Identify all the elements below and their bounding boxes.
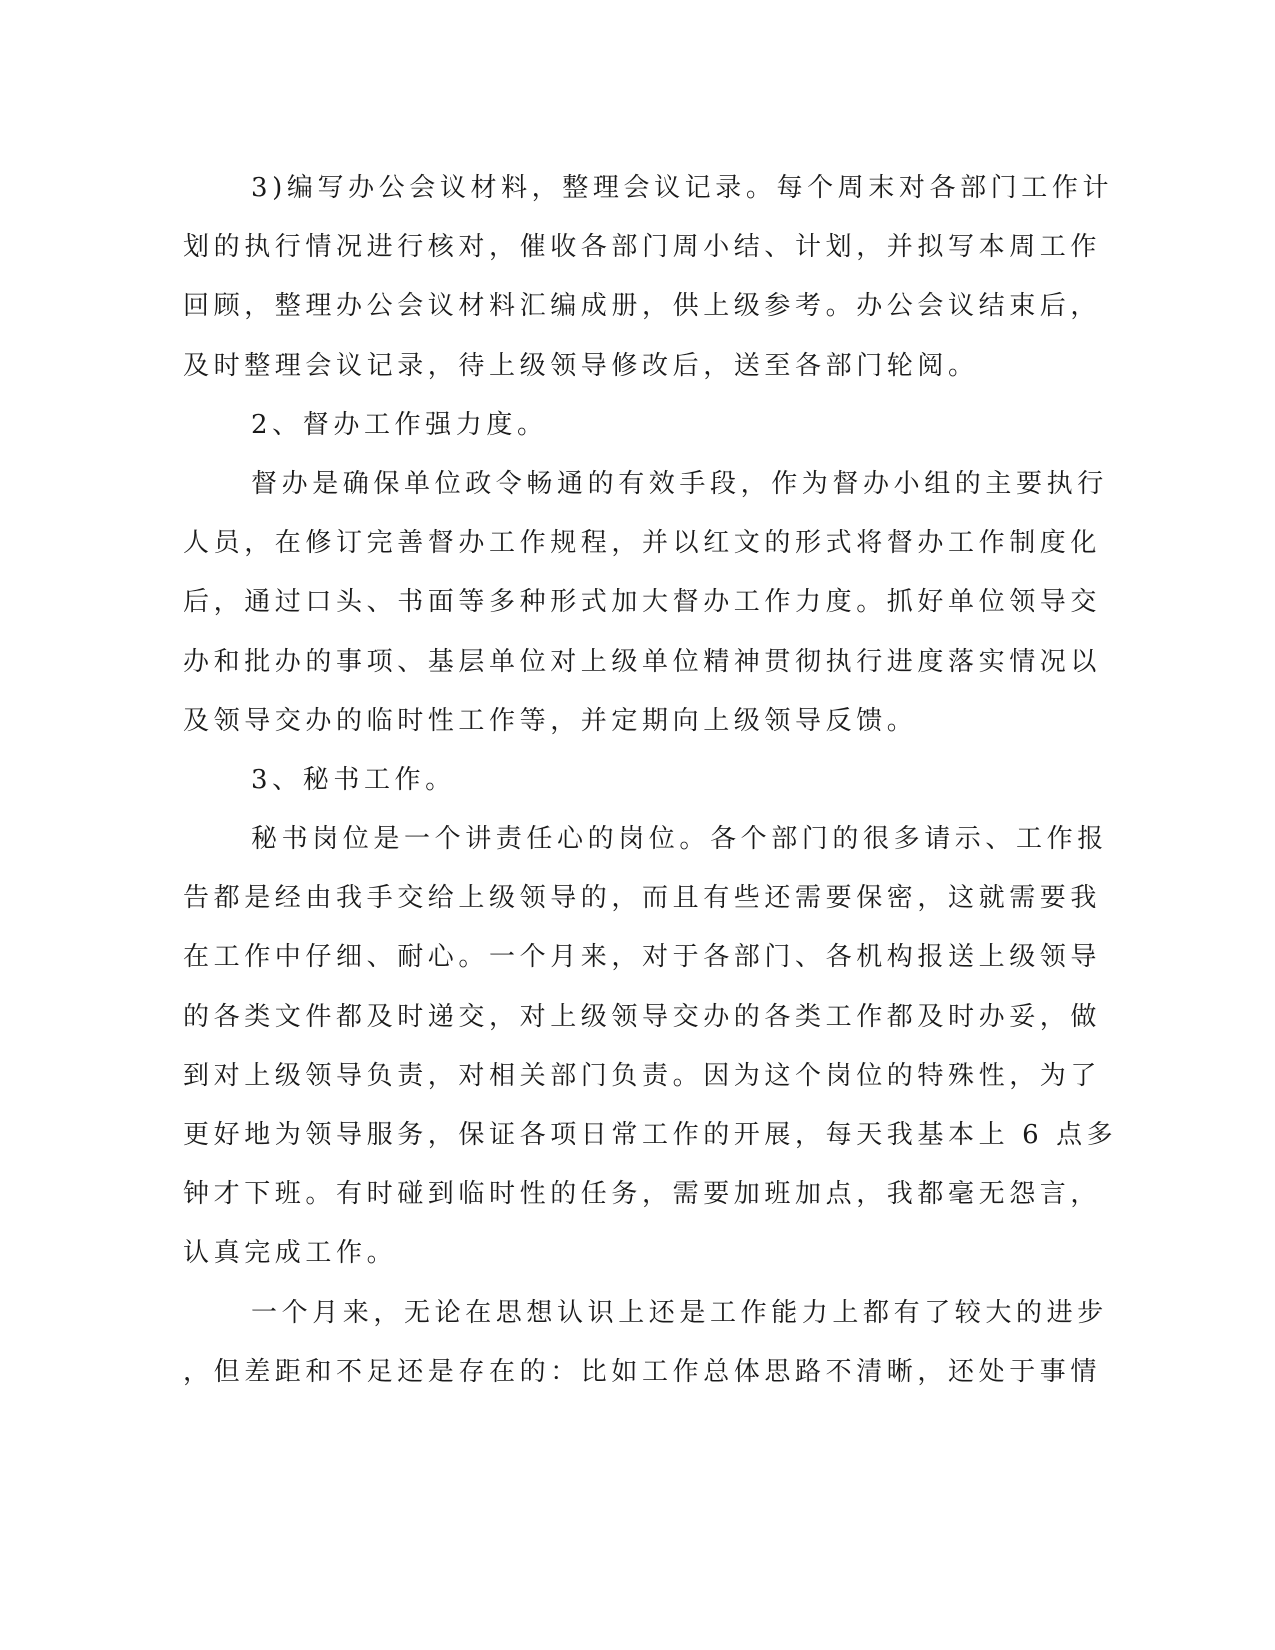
section-heading: 2、督办工作强力度。 xyxy=(251,409,548,440)
paragraph-line: 人员，在修订完善督办工作规程，并以红文的形式将督办工作制度化 xyxy=(183,528,1102,559)
paragraph-line: 到对上级领导负责，对相关部门负责。因为这个岗位的特殊性，为了 xyxy=(183,1060,1102,1091)
paragraph-line: 及领导交办的临时性工作等，并定期向上级领导反馈。 xyxy=(183,705,918,736)
paragraph-line: 在工作中仔细、耐心。一个月来，对于各部门、各机构报送上级领导 xyxy=(183,942,1102,973)
paragraph-line: 办和批办的事项、基层单位对上级单位精神贯彻执行进度落实情况以 xyxy=(183,646,1102,677)
document-body xyxy=(183,159,1118,1402)
paragraph-line: 及时整理会议记录，待上级领导修改后，送至各部门轮阅。 xyxy=(183,350,979,381)
section-heading: 3、秘书工作。 xyxy=(251,764,456,795)
paragraph-line: 钟才下班。有时碰到临时性的任务，需要加班加点，我都毫无怨言， xyxy=(183,1179,1102,1210)
paragraph-line: 3)编写办公会议材料，整理会议记录。每个周末对各部门工作计 xyxy=(251,173,1114,203)
paragraph-line: ，但差距和不足还是存在的：比如工作总体思路不清晰，还处于事情 xyxy=(183,1356,1102,1387)
paragraph-line: 认真完成工作。 xyxy=(183,1238,398,1269)
paragraph-line: 划的执行情况进行核对，催收各部门周小结、计划，并拟写本周工作 xyxy=(183,232,1102,263)
paragraph-line: 督办是确保单位政令畅通的有效手段，作为督办小组的主要执行 xyxy=(251,468,1108,499)
paragraph-line: 告都是经由我手交给上级领导的，而且有些还需要保密，这就需要我 xyxy=(183,883,1102,914)
paragraph-line: 一个月来，无论在思想认识上还是工作能力上都有了较大的进步 xyxy=(251,1297,1108,1328)
paragraph-line: 秘书岗位是一个讲责任心的岗位。各个部门的很多请示、工作报 xyxy=(251,824,1108,855)
paragraph-line: 更好地为领导服务，保证各项日常工作的开展，每天我基本上 6 点多 xyxy=(183,1120,1118,1150)
paragraph-line: 回顾，整理办公会议材料汇编成册，供上级参考。办公会议结束后， xyxy=(183,291,1102,322)
paragraph-line: 后，通过口头、书面等多种形式加大督办工作力度。抓好单位领导交 xyxy=(183,587,1102,618)
paragraph-line: 的各类文件都及时递交，对上级领导交办的各类工作都及时办妥，做 xyxy=(183,1001,1102,1032)
